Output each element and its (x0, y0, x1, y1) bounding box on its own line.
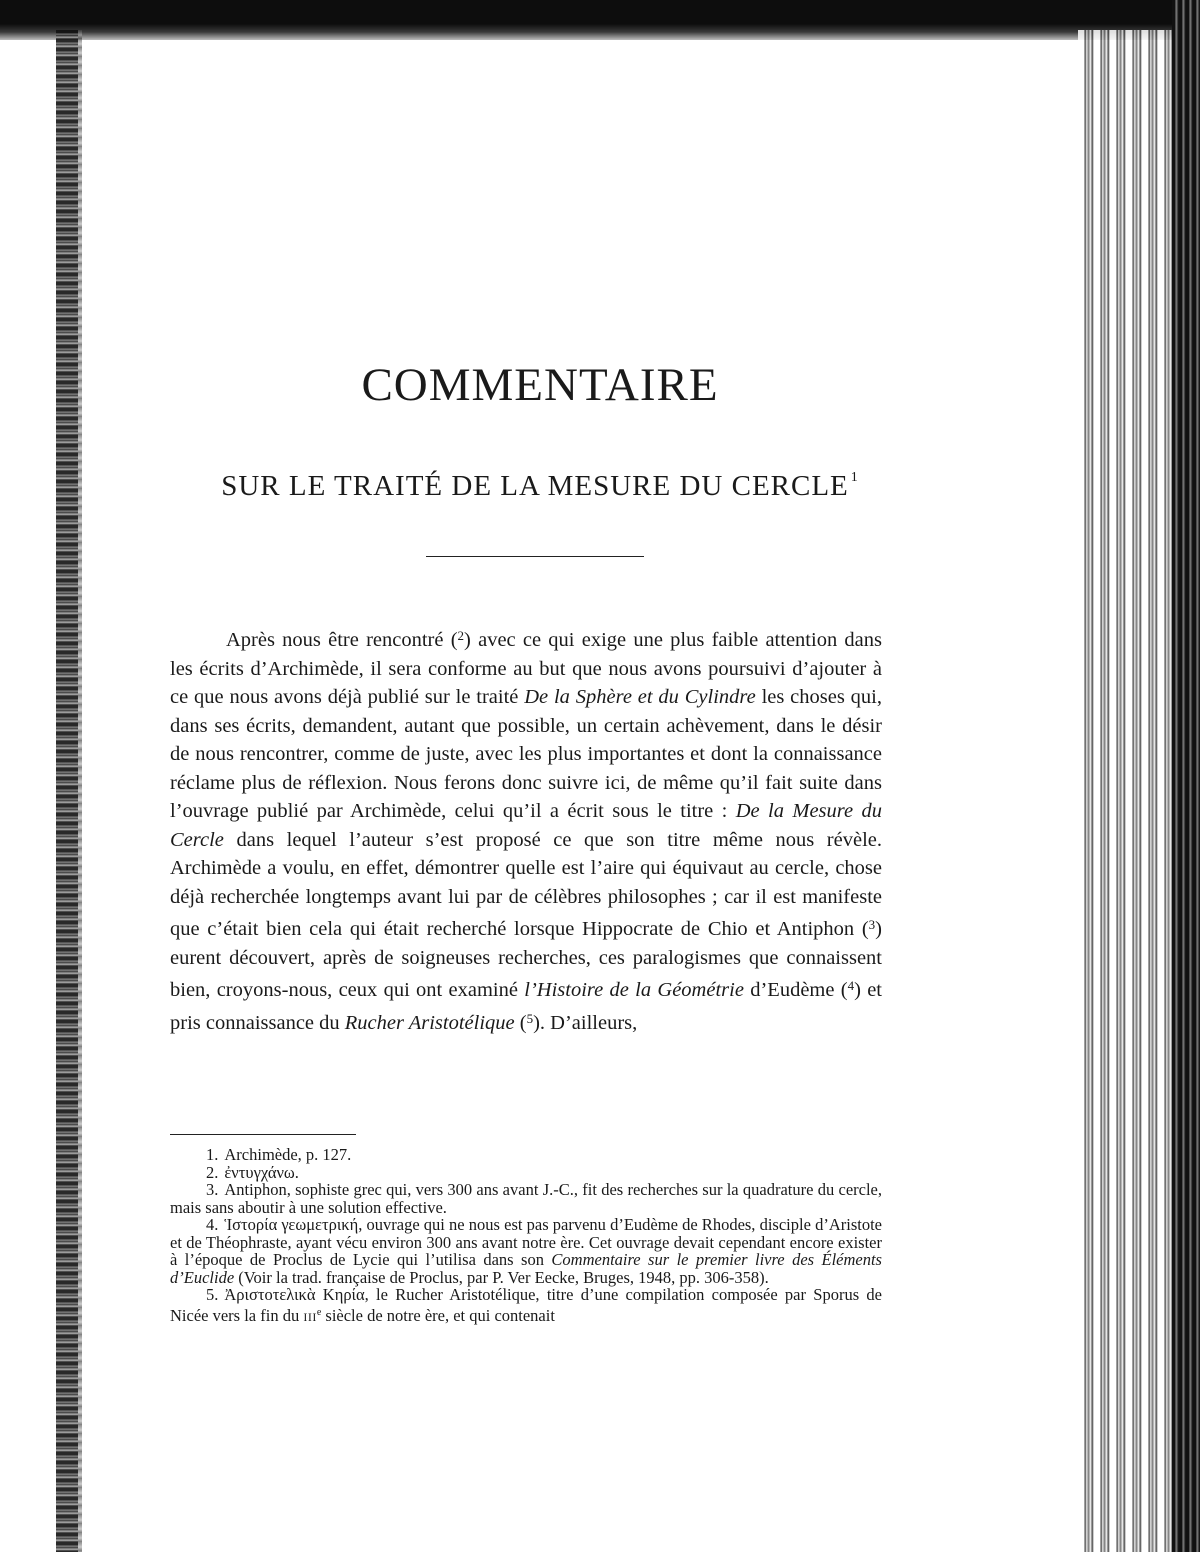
footnote-text: Ἱστορία γεωμετρική, ouvrage qui ne nous est pas parvenu d’Eudème de Rhodes, disciple d’Aristote et de Théophraste, ayant vécu environ 300 ans avant notre ère. Cet ouvrage devait cependant encore exister à l’époque de Proclus de Lycie qui l’utilisa dans son (170, 1215, 882, 1269)
body-italic: l’Histoire de la Géométrie (524, 979, 744, 1001)
footnote-ref: 4 (847, 978, 855, 993)
footnote-ref: 5 (526, 1010, 534, 1026)
page-subtitle (0, 470, 1080, 503)
body-text-segment: ). D’ailleurs, (533, 1011, 638, 1034)
footnote-ref: 3 (868, 917, 876, 932)
footnote-3 (170, 1181, 882, 1216)
body-text-segment: ( (514, 1011, 527, 1034)
footnote-1 (170, 1146, 882, 1164)
footnote-text: siècle de notre ère, et qui contenait (321, 1305, 555, 1325)
footnote-italic: Commentaire sur le premier livre des Éléments d’Euclide (170, 1250, 882, 1287)
footnote-text: ἐντυγχάνω. (224, 1162, 299, 1182)
footnote-divider (170, 1134, 356, 1135)
body-text-segment: les choses qui, dans ses écrits, demandent, autant que possible, un certain achèvement, dans le désir de nous rencontrer, comme de juste, avec les plus importantes et dont la connaissance réclame plus de réflexion. Nous ferons donc suivre ici, de même qu’il fait suite dans l’ouvrage publié par Archimède, celui qu’il a écrit sous le titre : (170, 686, 882, 822)
footnote-text: Antiphon, sophiste grec qui, vers 300 ans avant J.-C., fit des recherches sur la quadrature du cercle, mais sans aboutir à une solution effective. (170, 1180, 882, 1217)
body-text-segment: Après nous être rencontré ( (226, 629, 458, 651)
page-title: COMMENTAIRE (361, 359, 719, 411)
footnote-text: (Voir la trad. française de Proclus, par P. Ver Eecke, Bruges, 1948, pp. 306-358). (234, 1267, 769, 1287)
footnote-4 (170, 1216, 882, 1286)
body-text-segment: d’Eudème ( (743, 979, 848, 1001)
footnotes (170, 1146, 882, 1326)
body-text-segment: dans lequel l’auteur s’est proposé ce que son titre même nous révèle. Archimède a voulu, en effet, démontrer quelle est l’aire qui équivaut au cercle, chose déjà recherchée longtemps avant lui par de célèbres philosophes ; car il est manifeste que c’était bien cela qui était recherché lorsque Hippocrate de Chio et Antiphon ( (170, 828, 882, 940)
footnote-5 (170, 1286, 882, 1326)
footnote-text: Ἀριστοτελικὰ Κηρία, le Rucher Aristotélique, titre d’une compilation composée par Sporus de Nicée vers la fin du (170, 1285, 882, 1325)
footnote-number: 3. (206, 1180, 219, 1199)
footnote-number: 4. (206, 1215, 219, 1234)
body-text-segment: ) et pris connaissance du (170, 979, 883, 1034)
subtitle-footnote-ref: 1 (850, 470, 859, 485)
footnote-2 (170, 1164, 882, 1182)
body-text-segment: ) eurent découvert, après de soigneuses recherches, ces paralogismes que connaissent bien, croyons-nous, ceux qui ont examiné (170, 918, 882, 1001)
body-italic: De la Sphère et du Cylindre (524, 686, 756, 708)
footnote-superscript: e (316, 1306, 322, 1318)
title-divider (426, 556, 644, 557)
footnote-text: Archimède, p. 127. (224, 1145, 352, 1164)
footnote-number: 2. (206, 1162, 219, 1182)
body-italic: De la Mesure du Cercle (170, 800, 882, 851)
body-italic: Rucher Aristotélique (344, 1011, 515, 1034)
footnote-number: 1. (206, 1145, 219, 1164)
body-paragraph (170, 622, 882, 1037)
body-text-segment: ) avec ce qui exige une plus faible attention dans les écrits d’Archimède, il sera conforme au but que nous avons poursuivi d’ajouter à ce que nous avons déjà publié sur le traité (170, 629, 882, 708)
footnote-small-caps: III (303, 1309, 317, 1324)
footnote-number: 5. (206, 1285, 219, 1304)
subtitle-text: SUR LE TRAITÉ DE LA MESURE DU CERCLE (221, 470, 849, 502)
footnote-ref: 2 (457, 628, 465, 643)
